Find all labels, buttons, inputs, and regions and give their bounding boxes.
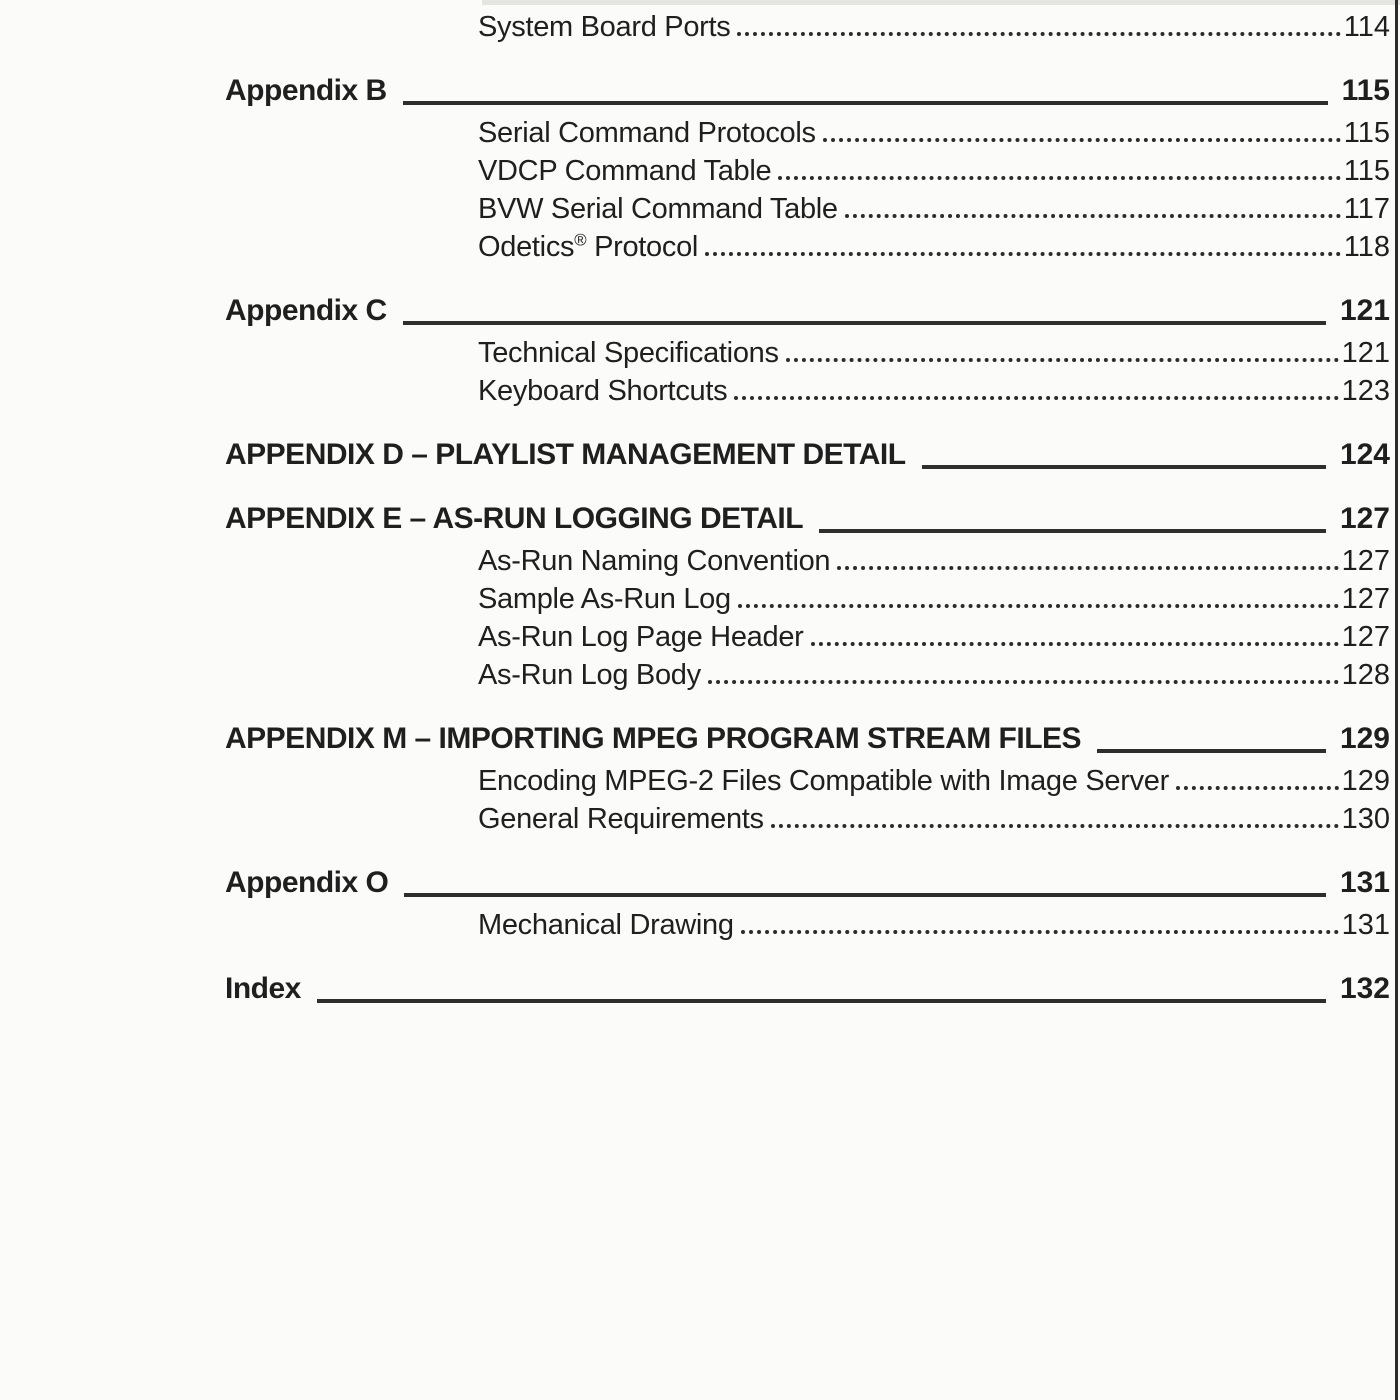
toc-page-number: 131 (1339, 866, 1390, 899)
toc-entry-label: Odetics® Protocol (478, 230, 699, 263)
toc-entry-label: General Requirements (478, 803, 764, 835)
toc-entry-sub (225, 576, 1390, 614)
toc-entry-label: Appendix C (225, 294, 387, 327)
toc-entry-label: VDCP Command Table (478, 155, 772, 187)
toc-page-number: 128 (1341, 659, 1390, 691)
header-underline (317, 999, 1326, 1003)
header-underline (819, 529, 1326, 533)
toc-entry-label: Keyboard Shortcuts (478, 375, 728, 407)
toc-entry-sub (225, 614, 1390, 652)
toc-entry-label: As-Run Log Page Header (478, 621, 804, 653)
toc-page-number: 130 (1341, 803, 1390, 835)
toc-entry-sub (225, 368, 1390, 406)
toc-page-number: 115 (1343, 117, 1390, 149)
toc-page-number: 115 (1343, 155, 1390, 187)
toc-entry-header (225, 958, 1390, 1004)
toc-entry-header (225, 424, 1390, 470)
scan-edge-line (1395, 0, 1398, 1400)
toc-entry-label: APPENDIX E – AS-RUN LOGGING DETAIL (225, 502, 804, 535)
toc-page-number: 132 (1339, 972, 1390, 1005)
toc-entry-label: As-Run Log Body (478, 659, 701, 691)
toc-entry-label: Encoding MPEG-2 Files Compatible with Image Server (478, 765, 1169, 797)
toc-page-number: 121 (1341, 337, 1390, 369)
toc-page-number: 114 (1343, 11, 1390, 43)
toc-entry-label: Index (225, 972, 301, 1005)
toc-entry-header (225, 708, 1390, 754)
table-of-contents (225, 4, 1390, 1004)
toc-page-number: 121 (1339, 294, 1390, 327)
toc-entry-sub (225, 224, 1390, 262)
toc-entry-sub (225, 4, 1390, 42)
toc-entry-header (225, 488, 1390, 534)
toc-entry-label: Sample As-Run Log (478, 583, 731, 615)
toc-entry-label: APPENDIX M – IMPORTING MPEG PROGRAM STREAM FILES (225, 722, 1082, 755)
toc-entry-sub (225, 110, 1390, 148)
dotted-leader (738, 604, 1339, 608)
toc-page-number: 118 (1343, 231, 1390, 263)
toc-entry-label: APPENDIX D – PLAYLIST MANAGEMENT DETAIL (225, 438, 906, 471)
toc-entry-label: Appendix B (225, 74, 387, 107)
toc-entry-label: Serial Command Protocols (478, 117, 816, 149)
toc-entry-label: System Board Ports (478, 11, 731, 43)
dotted-leader (741, 930, 1339, 934)
toc-entry-label: BVW Serial Command Table (478, 193, 838, 225)
toc-entry-label: Appendix O (225, 866, 389, 899)
registered-trademark-symbol: ® (574, 230, 587, 250)
toc-page-number: 131 (1341, 909, 1390, 941)
dotted-leader (778, 176, 1340, 180)
toc-entry-sub (225, 652, 1390, 690)
header-underline (403, 101, 1328, 105)
toc-entry-header (225, 852, 1390, 898)
toc-page-number: 123 (1341, 375, 1390, 407)
toc-entry-sub (225, 758, 1390, 796)
toc-page-number: 127 (1341, 621, 1390, 653)
toc-entry-sub (225, 330, 1390, 368)
dotted-leader (786, 358, 1339, 362)
header-underline (403, 321, 1326, 325)
toc-entry-sub (225, 148, 1390, 186)
header-underline (1097, 749, 1326, 753)
dotted-leader (734, 396, 1338, 400)
toc-entry-label: Mechanical Drawing (478, 909, 734, 941)
dotted-leader (771, 824, 1339, 828)
toc-entry-sub (225, 796, 1390, 834)
dotted-leader (1176, 786, 1339, 790)
dotted-leader (837, 566, 1338, 570)
dotted-leader (811, 642, 1339, 646)
toc-entry-sub (225, 902, 1390, 940)
toc-page-number: 124 (1339, 438, 1390, 471)
toc-entry-sub (225, 186, 1390, 224)
header-underline (922, 465, 1326, 469)
dotted-leader (737, 32, 1340, 36)
toc-entry-header (225, 280, 1390, 326)
toc-page-number: 129 (1339, 722, 1390, 755)
toc-page-number: 127 (1341, 545, 1390, 577)
toc-entry-sub (225, 538, 1390, 576)
dotted-leader (823, 138, 1341, 142)
toc-page-number: 117 (1343, 193, 1390, 225)
toc-entry-header (225, 60, 1390, 106)
header-underline (404, 893, 1326, 897)
toc-entry-label: As-Run Naming Convention (478, 545, 831, 577)
toc-page-number: 127 (1339, 502, 1390, 535)
dotted-leader (845, 214, 1341, 218)
toc-page-number: 115 (1341, 74, 1390, 107)
toc-page-number: 127 (1341, 583, 1390, 615)
dotted-leader (705, 252, 1341, 256)
dotted-leader (708, 680, 1339, 684)
toc-entry-label: Technical Specifications (478, 337, 779, 369)
toc-page-number: 129 (1341, 765, 1390, 797)
